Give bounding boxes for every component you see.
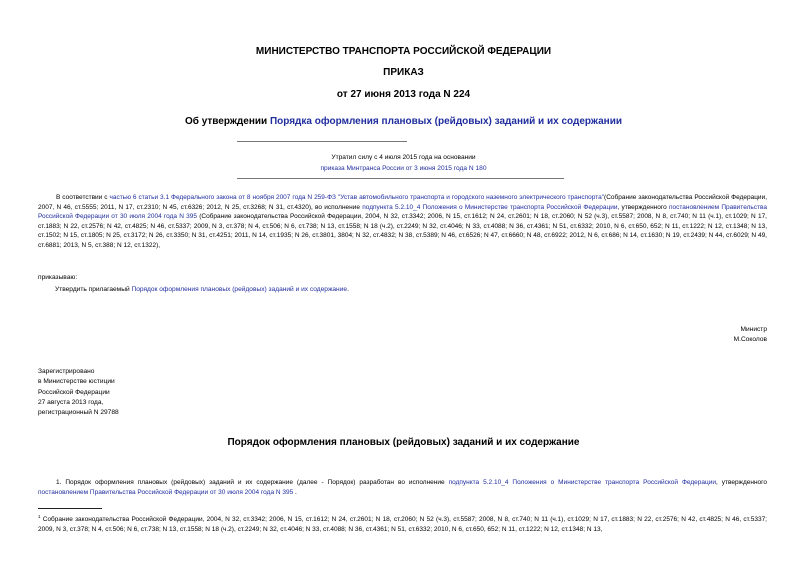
procedure-subpoint-link[interactable]: подпункта 5.2.10_4 Положения о Министерстве транспорта Российской Федерации <box>448 479 716 486</box>
registration-line: Российской Федерации <box>38 388 110 396</box>
footnote-divider <box>38 508 102 509</box>
preamble-text-3: , утвержденного <box>617 203 669 211</box>
date-number-heading: от 27 июня 2013 года N 224 <box>336 89 471 100</box>
title-prefix: Об утверждении <box>184 116 270 127</box>
title-link[interactable]: Порядка оформления плановых (рейдовых) заданий и их содержании <box>269 116 623 127</box>
preamble-text-4: (Собрание законодательства Российской Федерации, 2004, N 32, ст.3342; 2006, N 15, ст.1612; N 24, ст.2601; N 18, ст.2060; N 52 (ч.3), ст.5587; 2008, N 8, ст.740; N 11 (ч.1), ст.1029; N 17, ст.1883; N 22, ст.2576; N 42, ст.4825; N 46, ст.5337; 2009, N 3, ст.378; N 4, ст.506; N 6, ст.738; N 13, ст.1558; N 18 (ч.2), ст.2249; N 32, ст.4046; N 33, ст.4088; N 36, ст.4361; N 51, ст.6332; 2010, N 6, ст.650, 652; N 11, ст.1222; N 12, ст.1348; N 13, ст.1502; N 15, ст.1805; N 25, ст.3172; N 26, ст.3350; N 31, ст.4251; 2011, N 14, ст.1935; N 26, ст.3801, 3804; N 32, ст.4832; N 38, ст.5389; N 46, ст.6526; N 47, ст.6660; N 48, ст.6922; 2012, N 6, ст.686; N 14, ст.1630; N 19, ст.2439; N 44, ст.6029; N 49, ст.6881; 2013, N 5, ст.388; N 12, ст.1322), <box>38 213 767 249</box>
footnote-text: Собрание законодательства Российской Федерации, 2004, N 32, ст.3342; 2006, N 15, ст.1612; N 24, ст.2601; N 18, ст.2060; N 52 (ч.3), ст.5587; 2008, N 8, ст.740; N 11 (ч.1), ст.1029; N 17, ст.1883; N 22, ст.2576; N 42, ст.4825; N 46, ст.5337; 2009, N 3, ст.378; N 4, ст.506; N 6, ст.738; N 13, ст.1558; N 18 (ч.2), ст.2249; N 32, ст.4046; N 33, ст.4088; N 36, ст.4361; N 51, ст.6332; 2010, N 6, ст.650, 652; N 11, ст.1222; N 12, ст.1348; N 13, <box>38 516 767 534</box>
footnote <box>38 512 767 536</box>
preamble-text-1: В соответствии с <box>56 194 110 201</box>
law-259-link[interactable]: частью 6 статьи 3.1 Федерального закона от 8 ноября 2007 года N 259-ФЗ "Устав автомобильного транспорта и городского наземного электрического транспорта" <box>109 194 605 201</box>
divider-top <box>237 141 407 142</box>
procedure-p1-text2: , утвержденного <box>716 479 767 486</box>
procedure-p1-text: 1. Порядок оформления плановых (рейдовых) заданий и их содержание (далее - Порядок) разработан во исполнение <box>56 479 449 486</box>
status-note-link[interactable]: приказа Минтранса России от 3 июня 2015 года N 180 <box>320 165 487 172</box>
divider-bottom <box>237 178 564 179</box>
document-title <box>0 116 807 127</box>
approve-link[interactable]: Порядок оформления плановых (рейдовых) заданий и их содержание <box>131 286 348 293</box>
registration-block <box>38 367 119 418</box>
prikazyvayu: приказываю: <box>38 274 78 281</box>
preamble-text-2: (Собрание законодательства Российской Федерации, 2007, N 46, ст.5555; 2011, N 17, ст.2310; N 45, ст.6326; 2012, N 25, ст.3268; N 31, ст.4320), во исполнение <box>38 194 768 211</box>
procedure-paragraph-1 <box>38 478 767 497</box>
resolution-395-link[interactable]: постановлением Правительства Российской Федерации от 30 июля 2004 года N 395 <box>38 203 768 221</box>
signature-position: Министр <box>740 326 767 333</box>
registration-line: в Министерстве юстиции <box>38 378 115 386</box>
ministry-heading: МИНИСТЕРСТВО ТРАНСПОРТА РОССИЙСКОЙ ФЕДЕРАЦИИ <box>255 46 552 57</box>
procedure-resolution-link[interactable]: постановлением Правительства Российской Федерации от 30 июля 2004 года N 395 <box>38 488 294 496</box>
signature-name: М.Соколов <box>733 336 767 343</box>
registration-line: Зарегистрировано <box>38 368 95 375</box>
status-note-line1: Утратил силу с 4 июля 2015 года на основании <box>331 154 476 161</box>
procedure-p1-end: . <box>293 488 297 496</box>
approve-text: Утвердить прилагаемый <box>55 286 132 293</box>
registration-line: 27 августа 2013 года, <box>38 398 104 406</box>
approve-line <box>55 285 349 295</box>
procedure-title: Порядок оформления плановых (рейдовых) заданий и их содержание <box>227 437 580 448</box>
registration-line: регистрационный N 29788 <box>38 409 119 417</box>
subpoint-5-2-10-4-link[interactable]: подпункта 5.2.10_4 Положения о Министерстве транспорта Российской Федерации <box>362 203 618 211</box>
footnote-marker: 1 <box>38 514 41 519</box>
approve-end: . <box>347 286 349 293</box>
preamble-paragraph <box>38 193 767 251</box>
doc-type-heading: ПРИКАЗ <box>383 67 424 78</box>
